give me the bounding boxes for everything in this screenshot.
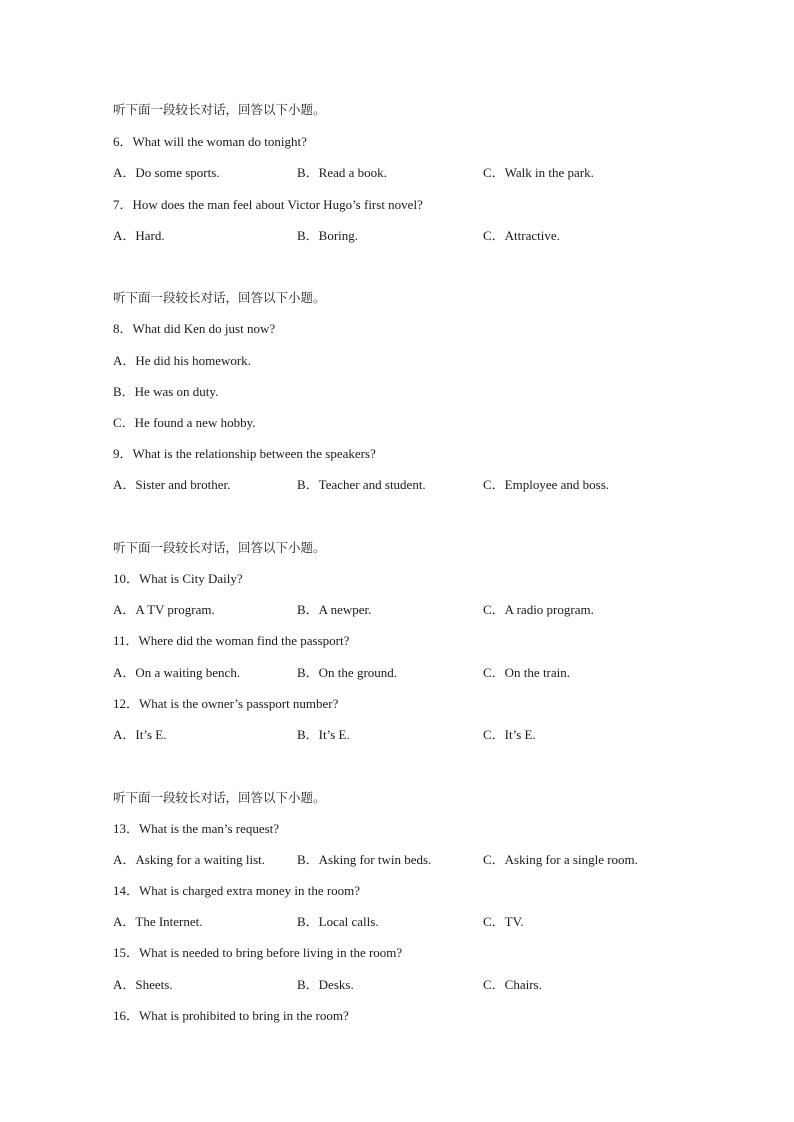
option-b: B．A newper. (297, 602, 372, 617)
option-c: C．A radio program. (483, 602, 594, 617)
option-b: B．Local calls. (297, 914, 379, 929)
option-b: B．Asking for twin beds. (297, 852, 432, 867)
question-stem: 9．What is the relationship between the speakers? (113, 446, 376, 461)
option-c: C．He found a new hobby. (113, 415, 256, 430)
section-header: 听下面一段较长对话，回答以下小题。 (113, 290, 326, 305)
option-a: A．A TV program. (113, 602, 215, 617)
option-a: A．Sister and brother. (113, 477, 231, 492)
option-a: A．On a waiting bench. (113, 665, 241, 680)
option-a: A．It’s E. (113, 727, 167, 742)
section-header: 听下面一段较长对话，回答以下小题。 (113, 540, 326, 555)
question-stem: 14．What is charged extra money in the room? (113, 883, 361, 898)
option-c: C．Attractive. (483, 228, 560, 243)
option-b: B．It’s E. (297, 727, 350, 742)
option-c: C．Asking for a single room. (483, 852, 638, 867)
option-a: A．Do some sports. (113, 165, 220, 180)
option-b: B．On the ground. (297, 665, 398, 680)
option-c: C．Chairs. (483, 977, 542, 992)
option-a: A．The Internet. (113, 914, 203, 929)
option-c: C．Walk in the park. (483, 165, 594, 180)
option-a: A．Hard. (113, 228, 165, 243)
question-stem: 16．What is prohibited to bring in the room? (113, 1008, 349, 1023)
question-stem: 13．What is the man’s request? (113, 821, 280, 836)
option-c: C．On the train. (483, 665, 571, 680)
question-stem: 7．How does the man feel about Victor Hugo’s first novel? (113, 197, 423, 212)
question-stem: 12．What is the owner’s passport number? (113, 696, 339, 711)
option-c: C．It’s E. (483, 727, 536, 742)
option-c: C．Employee and boss. (483, 477, 610, 492)
option-a: A．Sheets. (113, 977, 173, 992)
question-stem: 8．What did Ken do just now? (113, 321, 276, 336)
option-a: A．He did his homework. (113, 353, 251, 368)
option-b: B．Read a book. (297, 165, 387, 180)
question-stem: 10．What is City Daily? (113, 571, 243, 586)
option-b: B．Teacher and student. (297, 477, 426, 492)
question-stem: 6．What will the woman do tonight? (113, 134, 307, 149)
question-stem: 15．What is needed to bring before living in the room? (113, 945, 403, 960)
question-stem: 11．Where did the woman find the passport? (113, 633, 350, 648)
option-b: B．Desks. (297, 977, 354, 992)
section-header: 听下面一段较长对话，回答以下小题。 (113, 790, 326, 805)
option-b: B．He was on duty. (113, 384, 219, 399)
option-a: A．Asking for a waiting list. (113, 852, 266, 867)
option-c: C．TV. (483, 914, 524, 929)
section-header: 听下面一段较长对话，回答以下小题。 (113, 102, 326, 117)
option-b: B．Boring. (297, 228, 359, 243)
